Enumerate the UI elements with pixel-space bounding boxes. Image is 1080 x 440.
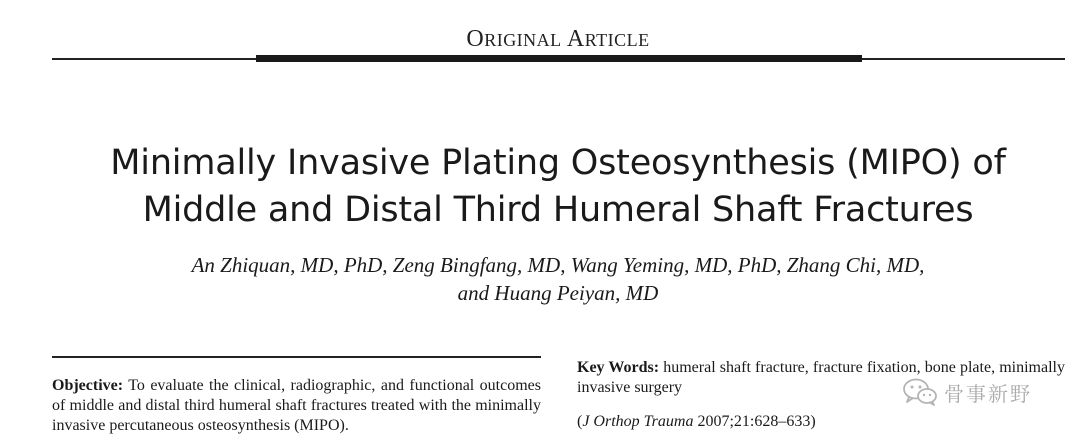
section-label-rest-2: RTICLE (584, 30, 650, 50)
author-list-line-2: and Huang Peiyan, MD (457, 281, 659, 305)
section-label-rest-1: RIGINAL (484, 30, 562, 50)
watermark-text: 骨事新野 (944, 381, 1032, 406)
section-label-cap-1: O (466, 26, 485, 52)
author-list (0, 251, 1080, 307)
watermark (902, 374, 1032, 410)
citation-details: 2007;21:628–633 (697, 413, 811, 430)
key-words-label: Key Words: (577, 359, 660, 376)
section-label (0, 26, 1080, 53)
key-words-text: humeral shaft fracture, fracture fixation, bone plate, minimally invasive surgery (577, 359, 1065, 396)
abstract-objective (52, 376, 541, 436)
abstract-rule (52, 356, 541, 358)
journal-citation: (J Orthop Trauma 2007;21:628–633) (577, 413, 816, 430)
abstract-objective-label: Objective: (52, 377, 124, 394)
article-title-line-1: Minimally Invasive Plating Osteosynthesis (MIPO) of (110, 143, 1006, 183)
author-list-line-1: An Zhiquan, MD, PhD, Zeng Bingfang, MD, Wang Yeming, MD, PhD, Zhang Chi, MD, (191, 253, 925, 277)
abstract-objective-text: To evaluate the clinical, radiographic, and functional outcomes of middle and distal third humeral shaft fractures treated with the minimally invasive percutaneous osteosynthesis (MIPO). (52, 377, 541, 434)
journal-name: J Orthop Trauma (582, 413, 694, 430)
article-title (0, 140, 1080, 234)
header-rule-thick (256, 55, 862, 62)
section-label-cap-2: A (566, 26, 585, 52)
article-title-line-2: Middle and Distal Third Humeral Shaft Fractures (142, 190, 974, 230)
wechat-icon (902, 377, 938, 407)
